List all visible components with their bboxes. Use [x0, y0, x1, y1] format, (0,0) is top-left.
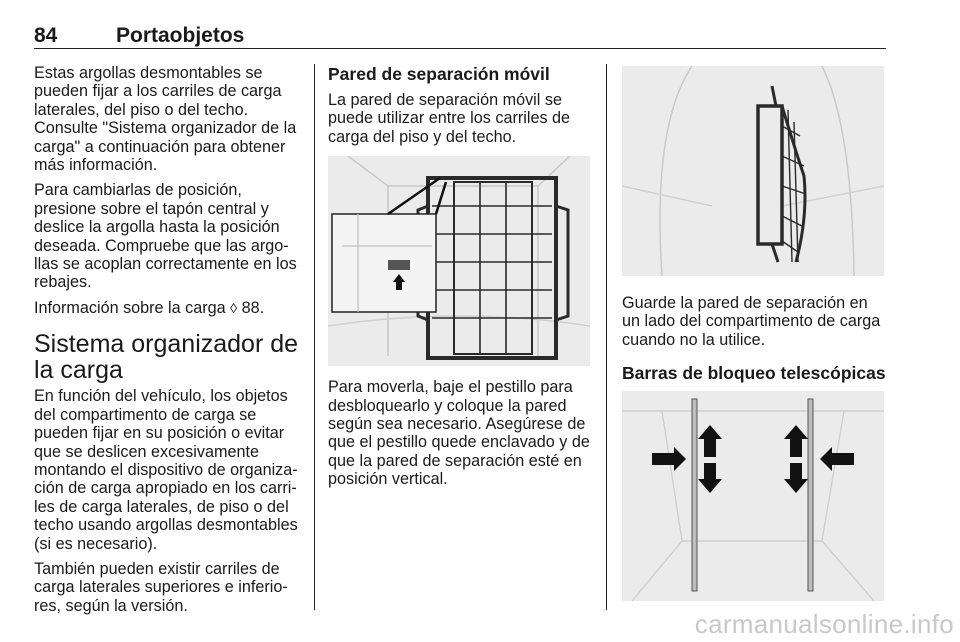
section-heading-locking-bars: Barras de bloqueo telescópicas	[622, 363, 886, 384]
paragraph-rails: También pueden existir carriles de carga laterales superiores e inferio-res, según la versión.	[34, 559, 288, 615]
column-divider	[606, 64, 607, 610]
paragraph-organizer: En función del vehículo, los objetos del compartimento de carga se pueden fijar en su posición o evitar que se deslicen excesivamente montando el dispositivo de organiza-ción de carga apropiado en los carri-les de carga laterales, de piso o del techo usando argollas desmontables (si es necesario).	[34, 387, 298, 553]
column-divider	[314, 64, 315, 610]
watermark: carmanualsonline.info	[694, 609, 954, 639]
page-header	[34, 8, 886, 49]
paragraph-load-info	[34, 299, 300, 317]
column-middle	[328, 64, 592, 496]
column-left	[34, 64, 300, 622]
telescopic-bars-illustration	[622, 391, 884, 601]
paragraph-rings: Estas argollas desmontables se pueden fijar a los carriles de carga laterales, del piso o del techo. Consulte "Sistema organizador de la carga" a continuación para obtener más información.	[34, 64, 297, 175]
page-number: 84	[34, 24, 58, 47]
column-right	[622, 64, 886, 601]
section-heading-organizer: Sistema organizador de la carga	[34, 330, 299, 385]
section-heading-partition: Pared de separación móvil	[328, 64, 550, 84]
partition-wall-illustration	[328, 156, 590, 366]
page-title: Portaobjetos	[116, 24, 245, 47]
load-info-page-link[interactable]: 88.	[241, 298, 265, 317]
load-info-text: Información sobre la carga	[34, 298, 226, 317]
page-reference-icon: ◊	[230, 299, 238, 316]
paragraph-partition-use: La pared de separación móvil se puede utilizar entre los carriles de carga del piso y del techo.	[328, 91, 571, 146]
paragraph-stow: Guarde la pared de separación en un lado del compartimento de carga cuando no la utilice.	[622, 294, 881, 349]
paragraph-reposition: Para cambiarlas de posición, presione sobre el tapón central y deslice la argolla hasta la posición deseada. Compruebe que las argo-llas se acoplan correctamente en los rebajes.	[34, 181, 297, 292]
stowed-partition-illustration	[622, 66, 884, 276]
paragraph-partition-move: Para moverla, baje el pestillo para desbloquearlo y coloque la pared según sea necesario. Asegúrese de que el pestillo quede enclavado y de que la pared de separación esté en posición vertical.	[328, 378, 590, 489]
